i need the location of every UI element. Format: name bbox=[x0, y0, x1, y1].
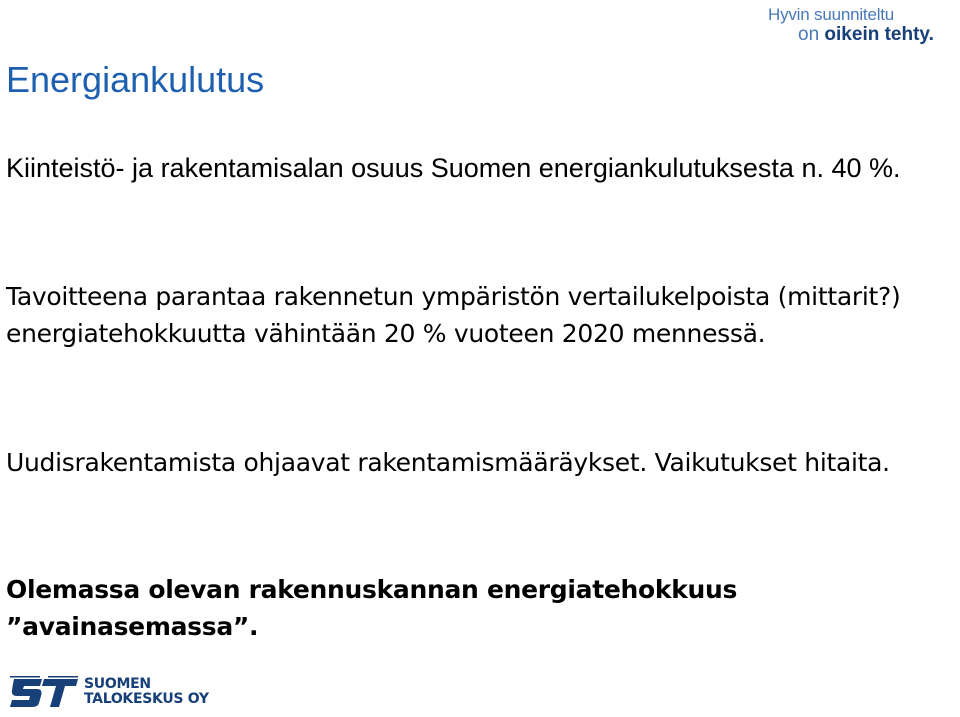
slogan-line-2-prefix: on bbox=[798, 23, 825, 45]
st-logo-mark-icon bbox=[10, 673, 78, 711]
company-name bbox=[84, 677, 209, 707]
paragraph-energy-share: Kiinteistö- ja rakentamisalan osuus Suomen energiankulutuksesta n. 40 %. bbox=[6, 153, 901, 183]
company-name-line-2: TALOKESKUS OY bbox=[84, 691, 209, 707]
slogan-line-1: Hyvin suunniteltu bbox=[768, 5, 895, 24]
slogan-line-2-emphasis: oikein tehty. bbox=[824, 23, 934, 45]
company-logo bbox=[10, 672, 209, 712]
company-name-line-1: SUOMEN bbox=[84, 676, 151, 692]
slogan-line-2 bbox=[750, 25, 940, 46]
paragraph-new-construction: Uudisrakentamista ohjaavat rakentamismääräykset. Vaikutukset hitaita. bbox=[6, 448, 890, 477]
slide-title: Energiankulutus bbox=[6, 59, 265, 100]
slogan bbox=[750, 6, 940, 46]
paragraph-target: Tavoitteena parantaa rakennetun ympäristön vertailukelpoista (mittarit?) energiatehokkuutta vähintään 20 % vuoteen 2020 mennessä. bbox=[6, 282, 901, 348]
paragraph-existing-stock: Olemassa olevan rakennuskannan energiatehokkuus ”avainasemassa”. bbox=[6, 575, 738, 641]
